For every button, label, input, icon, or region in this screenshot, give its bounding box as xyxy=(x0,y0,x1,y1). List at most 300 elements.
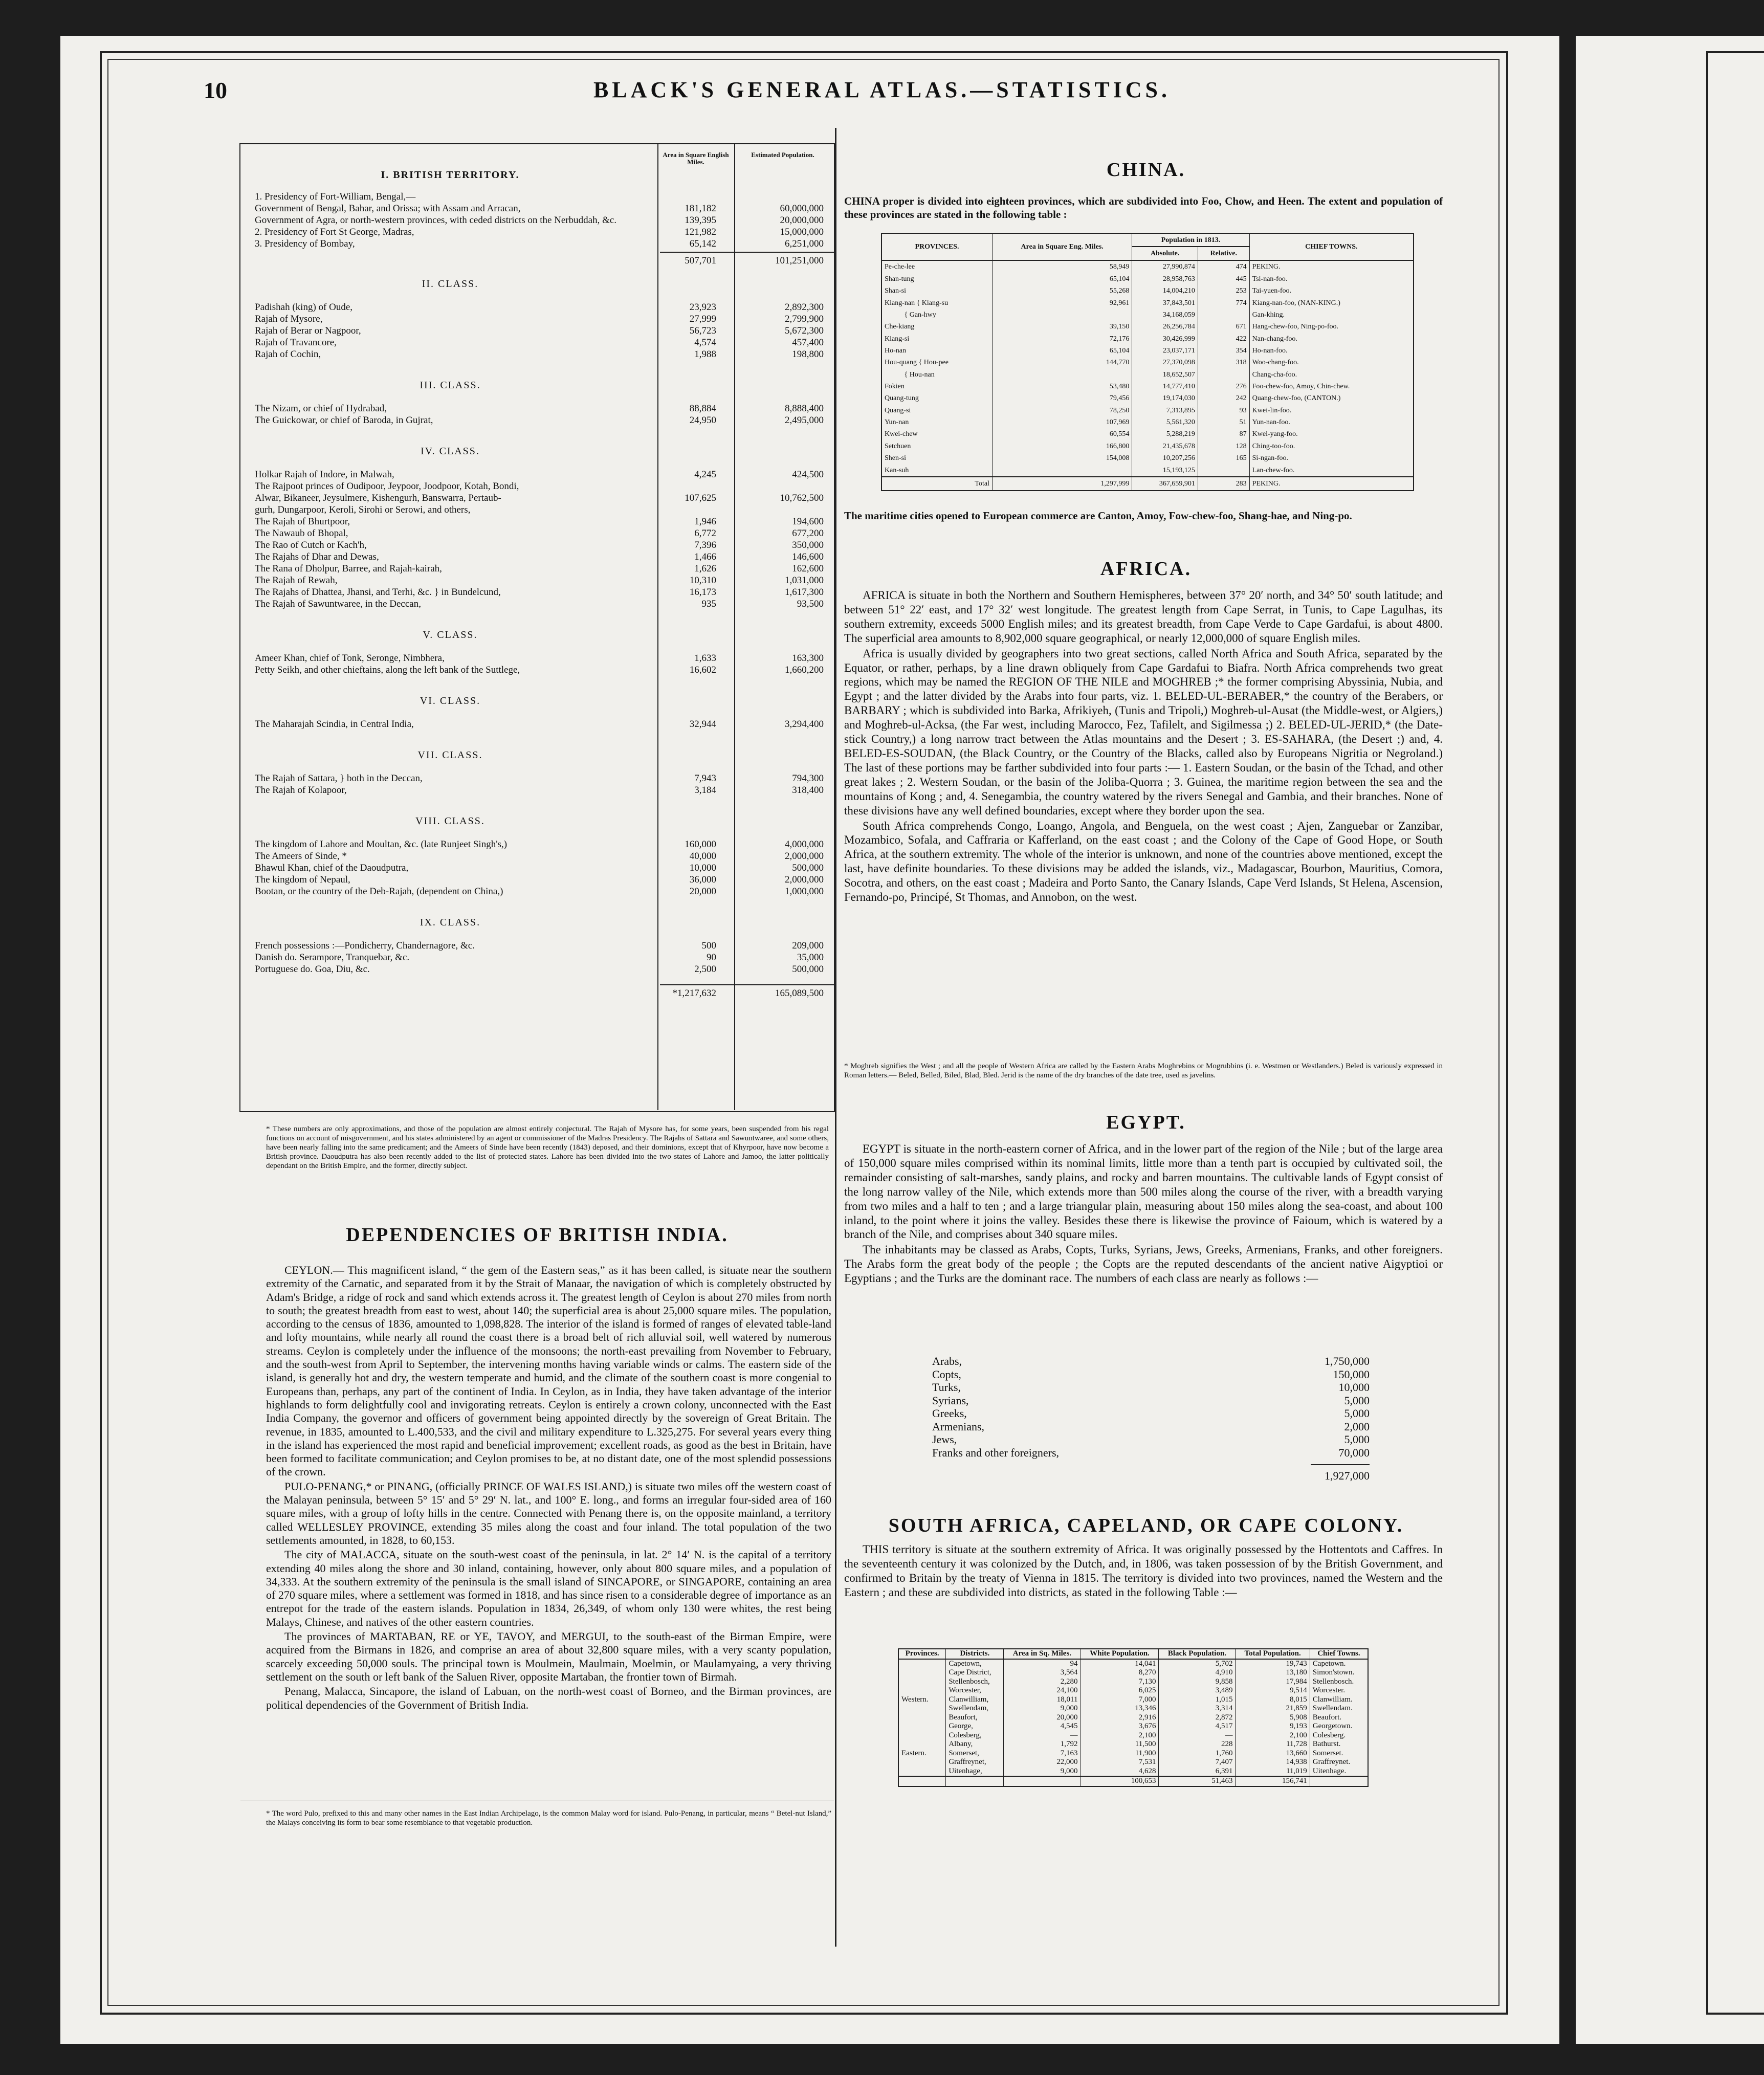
india-row xyxy=(240,301,834,313)
china-cell-province: Shan-tung xyxy=(881,273,992,285)
china-cell-relative: 774 xyxy=(1198,297,1249,309)
egy-paragraph: The inhabitants may be classed as Arabs, Copts, Turks, Syrians, Jews, Greeks, Armenians, Franks, and other foreigners. The Arabs form the great body of the people ; the Copts are the reputed descendants of the ancient native Aigyptioi or Egyptians ; and the Turks are the dominant race. The numbers of each class are nearly as follows :— xyxy=(844,1243,1443,1285)
china-cell-town: Lan-chew-foo. xyxy=(1249,464,1414,477)
sa-head: Black Population. xyxy=(1159,1649,1236,1659)
china-total-relative: 283 xyxy=(1198,477,1249,491)
india-row-pop: 15,000,000 xyxy=(780,227,824,237)
china-cell-relative: 242 xyxy=(1198,392,1249,404)
china-cell-absolute: 14,777,410 xyxy=(1132,381,1198,392)
india-row xyxy=(240,575,834,586)
sa-cell-white: 6,025 xyxy=(1081,1686,1159,1695)
india-row xyxy=(240,480,834,492)
india-row-area: 90 xyxy=(707,952,716,963)
india-row xyxy=(240,784,834,796)
sa-row xyxy=(898,1668,1368,1677)
china-head-absolute: Absolute. xyxy=(1132,247,1198,260)
sa-cell-black: 9,858 xyxy=(1159,1677,1236,1687)
india-grand-total xyxy=(240,987,834,999)
india-row-area: 40,000 xyxy=(689,851,716,862)
sa-row xyxy=(898,1722,1368,1731)
india-row-pop: 794,300 xyxy=(792,773,824,784)
sa-cell-town: Georgetown. xyxy=(1310,1722,1368,1731)
china-cell-town: Nan-chang-foo. xyxy=(1249,333,1414,345)
sa-total-blank xyxy=(1004,1776,1081,1786)
sa-cell-district: Albany, xyxy=(946,1740,1004,1749)
china-cell-province: Setchuen xyxy=(881,440,992,452)
egypt-class-row xyxy=(932,1381,1370,1394)
china-total-town: PEKING. xyxy=(1249,477,1414,491)
india-row xyxy=(240,850,834,862)
india-row xyxy=(240,238,834,250)
sa-cell-province: Eastern. xyxy=(898,1749,946,1758)
egypt-class-row xyxy=(932,1394,1370,1407)
india-row-area: 6,772 xyxy=(694,528,716,539)
china-cell-absolute: 28,958,763 xyxy=(1132,273,1198,285)
egypt-class-value: 70,000 xyxy=(1338,1446,1370,1459)
china-cell-province: Shan-si xyxy=(881,285,992,297)
china-cell-town: Tai-yuen-foo. xyxy=(1249,285,1414,297)
china-cell-province: Pe-che-lee xyxy=(881,260,992,273)
india-row-area: 1,466 xyxy=(694,551,716,562)
egypt-total: 1,927,000 xyxy=(1325,1469,1370,1482)
china-cell-area: 144,770 xyxy=(992,357,1132,368)
china-cell-town: Chang-cha-foo. xyxy=(1249,369,1414,381)
china-cell-province: Fokien xyxy=(881,381,992,392)
india-grand-rule xyxy=(660,984,834,985)
sa-cell-town: Swellendam. xyxy=(1310,1704,1368,1713)
china-row xyxy=(881,392,1414,404)
china-head-population: Population in 1813. xyxy=(1132,233,1249,247)
dep-paragraph: The provinces of MARTABAN, RE or YE, TAVOY, and MERGUI, to the south-east of the Birman Empire, were acquired from the Birmans in 1826, and comprise an area of about 32,800 square miles, with a very scanty population, scarcely exceeding 50,000 souls. The principal town is Moulmein, Maulmain, Moelmin, or Maulamyaing, a very thriving settlement on the south or left bank of the Saluen River, opposite Martaban, the frontier town of Birmah. xyxy=(266,1630,831,1683)
india-row-pop: 5,672,300 xyxy=(785,325,824,336)
india-class-title: VIII. CLASS. xyxy=(415,815,485,827)
india-row-area: 20,000 xyxy=(689,886,716,897)
sa-total-blank xyxy=(898,1776,946,1786)
sa-cell-province xyxy=(898,1767,946,1777)
sa-row xyxy=(898,1731,1368,1740)
china-cell-area: 92,961 xyxy=(992,297,1132,309)
china-cell-absolute: 18,652,507 xyxy=(1132,369,1198,381)
india-row-name: The Rajah of Sattara, } both in the Deccan, xyxy=(255,773,423,784)
india-row-name: The Ameers of Sinde, * xyxy=(255,851,347,862)
india-row-pop: 2,892,300 xyxy=(785,302,824,313)
sa-cell-province xyxy=(898,1740,946,1749)
south-africa-table xyxy=(898,1648,1369,1787)
china-cell-relative: 87 xyxy=(1198,428,1249,440)
india-row-area: 7,943 xyxy=(694,773,716,784)
china-cell-relative: 128 xyxy=(1198,440,1249,452)
china-cell-town: PEKING. xyxy=(1249,260,1414,273)
china-cell-area: 65,104 xyxy=(992,345,1132,357)
china-cell-town: Si-ngan-foo. xyxy=(1249,452,1414,464)
china-cell-absolute: 10,207,256 xyxy=(1132,452,1198,464)
india-row xyxy=(240,348,834,360)
china-cell-relative: 354 xyxy=(1198,345,1249,357)
egypt-class-name: Syrians, xyxy=(932,1394,969,1407)
sa-cell-area: 3,564 xyxy=(1004,1668,1081,1677)
egypt-class-name: Turks, xyxy=(932,1381,961,1394)
india-row-pop: 350,000 xyxy=(792,540,824,550)
sa-cell-province xyxy=(898,1677,946,1687)
india-col-area: Area in Square English Miles. xyxy=(663,151,729,166)
sa-total-total: 156,741 xyxy=(1236,1776,1310,1786)
sa-cell-white: 8,270 xyxy=(1081,1668,1159,1677)
china-head-provinces: PROVINCES. xyxy=(881,233,992,260)
china-cell-area: 60,554 xyxy=(992,428,1132,440)
china-cell-relative: 93 xyxy=(1198,405,1249,416)
china-cell-area: 154,008 xyxy=(992,452,1132,464)
india-class-title: IX. CLASS. xyxy=(420,917,481,928)
china-row xyxy=(881,440,1414,452)
afr-paragraph: South Africa comprehends Congo, Loango, Angola, and Benguela, on the west coast ; Ajen, Zanguebar or Zanzibar, Mozambico, Sofala, and Caffraria or Kafferland, on the east coast ; and the Colony of the Cape of Good Hope, or South Africa, at the southern extremity. The whole of the interior is unknown, and none of the countries above mentioned, except the last, have definite boundaries. To these divisions may be added the islands, viz., Madagascar, Bourbon, Mauritius, Comora, Socotra, and others, on the east coast ; Madeira and Porto Santo, the Canary Islands, Cape Verd Islands, St Helena, Ascension, Fernando-po, Principé, St Thomas, and Annobon, on the west. xyxy=(844,819,1443,904)
india-row-pop: 198,800 xyxy=(792,349,824,360)
china-cell-area xyxy=(992,309,1132,321)
sa-cell-town: Graffreynet. xyxy=(1310,1758,1368,1767)
india-row xyxy=(240,598,834,610)
india-row-name: gurh, Dungarpoor, Keroli, Sirohi or Serowi, and others, xyxy=(255,504,471,515)
india-row-name: The Rao of Cutch or Kach'h, xyxy=(255,540,367,550)
sa-cell-province: Western. xyxy=(898,1695,946,1705)
china-cell-relative: 165 xyxy=(1198,452,1249,464)
india-row-pop: 1,660,200 xyxy=(785,665,824,675)
sa-cell-district: Worcester, xyxy=(946,1686,1004,1695)
china-cell-town: Woo-chang-foo. xyxy=(1249,357,1414,368)
egypt-class-row xyxy=(932,1368,1370,1381)
india-row-pop: 500,000 xyxy=(792,863,824,873)
india-row-pop: 35,000 xyxy=(797,952,824,963)
china-cell-absolute: 30,426,999 xyxy=(1132,333,1198,345)
china-cell-absolute: 7,313,895 xyxy=(1132,405,1198,416)
sa-head: Provinces. xyxy=(898,1649,946,1659)
india-row-pop: 4,000,000 xyxy=(785,839,824,850)
india-row-area: 27,999 xyxy=(689,314,716,324)
india-row-area: 2,500 xyxy=(694,964,716,975)
sa-cell-town: Clanwilliam. xyxy=(1310,1695,1368,1705)
egypt-class-name: Armenians, xyxy=(932,1420,985,1433)
india-row-area: 107,625 xyxy=(685,493,716,503)
india-row xyxy=(240,203,834,214)
egypt-class-value: 150,000 xyxy=(1333,1367,1370,1381)
sa-cell-area: 2,280 xyxy=(1004,1677,1081,1687)
egypt-class-value: 5,000 xyxy=(1344,1433,1370,1446)
sa-cell-white: 13,346 xyxy=(1081,1704,1159,1713)
china-cell-area: 58,949 xyxy=(992,260,1132,273)
india-row xyxy=(240,214,834,226)
china-cell-town: Kwei-yang-foo. xyxy=(1249,428,1414,440)
sa-cell-total: 21,859 xyxy=(1236,1704,1310,1713)
india-footnote: * These numbers are only approximations, and those of the population are almost entirely conjectural. The Rajah of Mysore has, for some years, been suspended from his regal functions on account of misgovernment, and his states administered by an agent or commissioner of the Madras Presidency. The Rajahs of Sattara and Sawuntwaree, and some others, have been nearly falling into the same predicament; and the Ameers of Sinde have been recently (1843) deposed, and their dominions, except that of Khyrpoor, have now become a British province. Daoudputra has also been recently added to the list of protected states. Lahore has been divided into the two states of Lahore and Jamoo, the latter politically dependant on the British Empire, and the former, directly subject. xyxy=(266,1125,829,1170)
india-row-area: 1,946 xyxy=(694,516,716,527)
sa-row xyxy=(898,1686,1368,1695)
india-row-pop: 194,600 xyxy=(792,516,824,527)
egypt-class-name: Copts, xyxy=(932,1367,961,1381)
china-cell-town: Kiang-nan-foo, (NAN-KING.) xyxy=(1249,297,1414,309)
sa-cell-black: 4,517 xyxy=(1159,1722,1236,1731)
china-cell-absolute: 21,435,678 xyxy=(1132,440,1198,452)
sa-total-black: 51,463 xyxy=(1159,1776,1236,1786)
china-row xyxy=(881,452,1414,464)
india-row xyxy=(240,940,834,952)
india-row-name: Holkar Rajah of Indore, in Malwah, xyxy=(255,469,394,480)
next-page-frame xyxy=(1706,51,1764,2015)
china-cell-absolute: 19,174,030 xyxy=(1132,392,1198,404)
india-row-name: The Rajah of Rewah, xyxy=(255,575,338,586)
india-row-area: 139,395 xyxy=(685,215,716,226)
china-total-area: 1,297,999 xyxy=(992,477,1132,491)
china-row xyxy=(881,285,1414,297)
sa-cell-white: 7,000 xyxy=(1081,1695,1159,1705)
india-row xyxy=(240,337,834,348)
india-row-name: The Rajahs of Dhar and Dewas, xyxy=(255,551,379,562)
sa-cell-area: — xyxy=(1004,1731,1081,1740)
sa-cell-black: 3,314 xyxy=(1159,1704,1236,1713)
china-row xyxy=(881,333,1414,345)
india-row-pop: 93,500 xyxy=(797,599,824,609)
china-cell-absolute: 23,037,171 xyxy=(1132,345,1198,357)
china-head-towns: CHIEF TOWNS. xyxy=(1249,233,1414,260)
sa-cell-district: Colesberg, xyxy=(946,1731,1004,1740)
dependencies-text xyxy=(266,1264,831,1713)
china-cell-relative: 276 xyxy=(1198,381,1249,392)
egypt-text xyxy=(844,1142,1443,1287)
sa-cell-total: 9,514 xyxy=(1236,1686,1310,1695)
sa-cell-white: 11,900 xyxy=(1081,1749,1159,1758)
india-row-pop: 2,000,000 xyxy=(785,851,824,862)
india-row-pop: 2,495,000 xyxy=(785,415,824,426)
africa-footnote: * Moghreb signifies the West ; and all the people of Western Africa are called by the Eastern Arabs Moghrebins or Mogrubbins (i. e. Westmen or Westlanders.) Beled is variously expressed in Roman letters.— Beled, Belled, Biled, Blad, Bled. Jerid is the name of the dry branches of the date tree, used as javelins. xyxy=(844,1062,1443,1079)
sa-cell-total: 19,743 xyxy=(1236,1659,1310,1669)
india-row xyxy=(240,952,834,963)
china-row xyxy=(881,357,1414,368)
india-row-pop: 1,031,000 xyxy=(785,575,824,586)
china-row xyxy=(881,369,1414,381)
india-row-name: The kingdom of Lahore and Moultan, &c. (late Runjeet Singh's,) xyxy=(255,839,508,850)
india-row xyxy=(240,874,834,886)
china-cell-province: Quang-tung xyxy=(881,392,992,404)
sa-cell-town: Somerset. xyxy=(1310,1749,1368,1758)
china-row xyxy=(881,297,1414,309)
sa-row xyxy=(898,1704,1368,1713)
sa-cell-total: 11,728 xyxy=(1236,1740,1310,1749)
sa-cell-area: 7,163 xyxy=(1004,1749,1081,1758)
sa-cell-white: 7,531 xyxy=(1081,1758,1159,1767)
china-cell-absolute: 5,288,219 xyxy=(1132,428,1198,440)
india-row-pop: 677,200 xyxy=(792,528,824,539)
egypt-classes xyxy=(932,1355,1370,1483)
india-row-name: The Rajah of Bhurtpoor, xyxy=(255,516,350,527)
india-row-pop: 1,000,000 xyxy=(785,886,824,897)
egypt-class-value: 10,000 xyxy=(1338,1381,1370,1394)
china-cell-province: Kwei-chew xyxy=(881,428,992,440)
sa-cell-white: 14,041 xyxy=(1081,1659,1159,1669)
india-row-name: The Nawaub of Bhopal, xyxy=(255,528,348,539)
sa-cell-white: 11,500 xyxy=(1081,1740,1159,1749)
india-row-area: 500 xyxy=(701,940,716,951)
india-row xyxy=(240,718,834,730)
india-row xyxy=(240,527,834,539)
india-class-title: IV. CLASS. xyxy=(421,446,480,457)
china-cell-relative: 474 xyxy=(1198,260,1249,273)
india-row-area: 10,000 xyxy=(689,863,716,873)
south-africa-intro-text: THIS territory is situate at the southern extremity of Africa. It was originally possessed by the Hottentots and Caffres. In the seventeenth century it was colonized by the Dutch, and, in 1806, was taken possession of by the British Government, and confirmed to Britain by the treaty of Vienna in 1815. The territory is divided into two provinces, named the Western and the Eastern ; and these are subdivided into districts, as stated in the following Table :— xyxy=(844,1543,1443,1599)
india-row-pop: 2,000,000 xyxy=(785,874,824,885)
india-row-name: The Rajpoot princes of Oudipoor, Jeypoor, Joodpoor, Kotah, Bondi, xyxy=(255,481,519,492)
india-row xyxy=(240,862,834,874)
india-row xyxy=(240,664,834,676)
china-cell-area: 166,800 xyxy=(992,440,1132,452)
sa-cell-town: Colesberg. xyxy=(1310,1731,1368,1740)
india-row-name: Government of Bengal, Bahar, and Orissa; with Assam and Arracan, xyxy=(255,203,521,214)
sa-row xyxy=(898,1677,1368,1687)
china-total-row xyxy=(881,477,1414,491)
india-row-name: The Maharajah Scindia, in Central India, xyxy=(255,719,414,730)
india-class-title: VII. CLASS. xyxy=(417,749,483,761)
afr-paragraph: AFRICA is situate in both the Northern and Southern Hemispheres, between 37° 20′ north, and 34° 50′ south latitude; and between 51° 22′ east, and 17° 32′ west longitude. The greatest length from Cape Serrat, in Tunis, to Cape Lagulhas, its southern extremity, exceeds 5000 English miles; and its greatest breadth, from Cape Verde to Cape Gardafui, is about 4800. The superficial area amounts to 8,902,000 square geographical, or nearly 12,000,000 of square English miles. xyxy=(844,589,1443,645)
china-cell-absolute: 34,168,059 xyxy=(1132,309,1198,321)
india-row-area: 935 xyxy=(701,599,716,609)
india-row-name: The Rajah of Sawuntwaree, in the Deccan, xyxy=(255,599,421,609)
china-row xyxy=(881,273,1414,285)
sa-cell-area: 94 xyxy=(1004,1659,1081,1669)
sa-cell-area: 20,000 xyxy=(1004,1713,1081,1723)
china-cell-province: { Gan-hwy xyxy=(881,309,992,321)
india-total-row xyxy=(240,255,834,267)
sa-cell-total: 9,193 xyxy=(1236,1722,1310,1731)
china-row xyxy=(881,405,1414,416)
india-row-pop: 162,600 xyxy=(792,563,824,574)
sa-cell-black: 3,489 xyxy=(1159,1686,1236,1695)
sa-cell-black: — xyxy=(1159,1731,1236,1740)
china-cell-relative xyxy=(1198,369,1249,381)
china-cell-relative xyxy=(1198,464,1249,477)
india-row xyxy=(240,313,834,325)
china-cell-area: 55,268 xyxy=(992,285,1132,297)
egy-paragraph: EGYPT is situate in the north-eastern corner of Africa, and in the lower part of the region of the Nile ; but of the large area of 150,000 square miles comprised within its nominal limits, little more than a tenth part is occupied by cultivated soil, the remainder consisting of salt-marshes, sandy plains, and rocky and barren mountains. The cultivable lands of Egypt consist of the long narrow valley of the Nile, which extends more than 500 miles along the course of the river, with a breadth varying from two miles and a half to ten ; and a large triangular plain, measuring about 150 miles along the sea-coast, and about 100 inland, to the point where it joins the valley. Besides these there is likewise the province of Faioum, which is watered by a branch of the Nile, and comprises about 340 square miles. xyxy=(844,1142,1443,1241)
sa-cell-black: 1,760 xyxy=(1159,1749,1236,1758)
sa-cell-black: 5,702 xyxy=(1159,1659,1236,1669)
egypt-class-name: Arabs, xyxy=(932,1355,962,1367)
egypt-class-value: 5,000 xyxy=(1344,1407,1370,1420)
india-row-name: Ameer Khan, chief of Tonk, Seronge, Nimbhera, xyxy=(255,653,445,664)
sa-row xyxy=(898,1659,1368,1669)
sa-cell-province xyxy=(898,1704,946,1713)
sa-cell-province xyxy=(898,1722,946,1731)
sa-head: Area in Sq. Miles. xyxy=(1004,1649,1081,1659)
china-cell-town: Foo-chew-foo, Amoy, Chin-chew. xyxy=(1249,381,1414,392)
india-row-name: Danish do. Serampore, Tranquebar, &c. xyxy=(255,952,410,963)
egypt-class-row xyxy=(932,1407,1370,1420)
sa-cell-total: 11,019 xyxy=(1236,1767,1310,1777)
india-row xyxy=(240,414,834,426)
sa-cell-town: Uitenhage. xyxy=(1310,1767,1368,1777)
china-cell-province: { Hou-nan xyxy=(881,369,992,381)
dep-paragraph: The city of MALACCA, situate on the south-west coast of the peninsula, in lat. 2° 14′ N. is the capital of a territory extending 40 miles along the shore and 30 inland, containing, however, only about 800 square miles, and a population of 34,333. At the southern extremity of the peninsula is the small island of SINCAPORE, or SINGAPORE, containing an area of 270 square miles, where a settlement was formed in 1818, and has since risen to a considerable degree of importance as an entrepot for the trade of the eastern islands. Population in 1834, 26,349, of whom only 130 were whites, the rest being Malays, Chinese, and natives of the other eastern countries. xyxy=(266,1548,831,1628)
sa-cell-town: Simon'stown. xyxy=(1310,1668,1368,1677)
india-row-area: 88,884 xyxy=(689,403,716,414)
south-africa-intro xyxy=(844,1542,1443,1601)
india-row xyxy=(240,516,834,527)
china-cell-province: Kiang-nan { Kiang-su xyxy=(881,297,992,309)
sa-cell-town: Beaufort. xyxy=(1310,1713,1368,1723)
india-row-area: 181,182 xyxy=(685,203,716,214)
sa-cell-district: Swellendam, xyxy=(946,1704,1004,1713)
india-row-pop: 3,294,400 xyxy=(785,719,824,730)
china-cell-town: Gan-khing. xyxy=(1249,309,1414,321)
india-row-name: Government of Agra, or north-western provinces, with ceded districts on the Nerbuddah, &c. xyxy=(255,215,617,226)
sa-row xyxy=(898,1758,1368,1767)
china-cell-area: 107,969 xyxy=(992,416,1132,428)
china-note: The maritime cities opened to European commerce are Canton, Amoy, Fow-chew-foo, Shang-hae, and Ning-po. xyxy=(844,510,1352,522)
india-row-name: French possessions :—Pondicherry, Chandernagore, &c. xyxy=(255,940,475,951)
dep-paragraph: CEYLON.— This magnificent island, “ the gem of the Eastern seas,” as it has been called, is situate near the southern extremity of the Carnatic, and separated from it by the Strait of Manaar, the navigation of which is completely obstructed by Adam's Bridge, a ridge of rock and sand which extends across it. The greatest length of Ceylon is about 270 miles from north to south; the greatest breadth from east to west, about 140; the superficial area is about 25,000 square miles. The population, according to the census of 1836, amounted to 1,098,828. The interior of the island is formed of ranges of elevated table-land and lofty mountains, while nearly all round the coast there is a broad belt of rich alluvial soil, well watered by numerous streams. Ceylon is completely under the influence of the monsoons; the north-east prevailing from November to February, and the south-west from April to September, the intervening months having variable winds or calms. The eastern side of the island, is generally hot and dry, the western temperate and humid, and the climate of the southern coast is more congenial to Europeans than, perhaps, any part of the continent of India. In Ceylon, as in India, they have taken advantage of the interior highlands to form delightfully cool and invigorating retreats. Ceylon is entirely a crown colony, unconnected with the East India Company, the governor and officers of government being appointed directly by the sovereign of Great Britain. The revenue, in 1835, amounted to L.400,533, and the civil and military expenditure to L.325,275. For several years every thing in the island has experienced the most rapid and beneficial improvement; excellent roads, as good as the best in Britain, have been formed to facilitate communication; and Ceylon promises to be, at no distant date, one of the most splendid possessions of the crown. xyxy=(266,1264,831,1478)
india-grand-pop: 165,089,500 xyxy=(775,988,824,999)
sa-cell-province xyxy=(898,1659,946,1669)
sa-cell-province xyxy=(898,1713,946,1723)
china-cell-province: Quang-si xyxy=(881,405,992,416)
india-row-area: 32,944 xyxy=(689,719,716,730)
china-total-absolute: 367,659,901 xyxy=(1132,477,1198,491)
sa-cell-district: Stellenbosch, xyxy=(946,1677,1004,1687)
india-row xyxy=(240,469,834,480)
india-row-name: The Rajahs of Dhattea, Jhansi, and Terhi, &c. } in Bundelcund, xyxy=(255,587,501,598)
india-row-name: Rajah of Cochin, xyxy=(255,349,321,360)
dependencies-footnote: * The word Pulo, prefixed to this and many other names in the East Indian Archipelago, is the common Malay word for island. Pulo-Penang, in particular, means “ Betel-nut Island,” the Malays conceiving its form to bear some resemblance to that vegetable production. xyxy=(266,1809,831,1827)
china-cell-town: Ho-nan-foo. xyxy=(1249,345,1414,357)
india-total-pop: 101,251,000 xyxy=(775,255,824,266)
india-row-area: 16,173 xyxy=(689,587,716,598)
china-cell-province: Kiang-si xyxy=(881,333,992,345)
india-row xyxy=(240,551,834,563)
india-total-area: 507,701 xyxy=(685,255,716,266)
south-africa-title: SOUTH AFRICA, CAPELAND, OR CAPE COLONY. xyxy=(888,1515,1404,1536)
china-cell-relative: 318 xyxy=(1198,357,1249,368)
china-cell-absolute: 5,561,320 xyxy=(1132,416,1198,428)
sa-cell-area: 22,000 xyxy=(1004,1758,1081,1767)
india-row-area: 10,310 xyxy=(689,575,716,586)
china-row xyxy=(881,428,1414,440)
sa-cell-total: 8,015 xyxy=(1236,1695,1310,1705)
india-row xyxy=(240,963,834,975)
sa-total-blank xyxy=(946,1776,1004,1786)
sa-cell-district: Clanwilliam, xyxy=(946,1695,1004,1705)
china-row xyxy=(881,381,1414,392)
india-row xyxy=(240,886,834,897)
sa-cell-total: 14,938 xyxy=(1236,1758,1310,1767)
egypt-class-name: Greeks, xyxy=(932,1407,967,1420)
india-row-pop: 8,888,400 xyxy=(785,403,824,414)
india-row-pop: 20,000,000 xyxy=(780,215,824,226)
sa-cell-province xyxy=(898,1668,946,1677)
india-class-title: V. CLASS. xyxy=(423,629,478,641)
sa-cell-town: Capetown. xyxy=(1310,1659,1368,1669)
india-col-pop: Estimated Population. xyxy=(751,151,814,159)
china-cell-town: Kwei-lin-foo. xyxy=(1249,405,1414,416)
afr-paragraph: Africa is usually divided by geographers into two great sections, called North Africa and South Africa, separated by the Equator, or rather, perhaps, by a line drawn obliquely from Cape Gardafui to Biafra. North Africa comprehends two great regions, which may be named the REGION OF THE NILE and MOGHREB ;* the former comprising Abyssinia, Nubia, and Egypt ; and the latter divided by the Arabs into four parts, viz. 1. BELED-UL-BERABER,* the country of the Berabers, or BARBARY ; which is subdivided into Barka, Afrikiyeh, (Tunis and Tripoli,) Moghreb-ul-Ausat (the Middle-west, or Algiers,) and Moghreb-ul-Acksa, (the Far west, including Marocco, Fez, Tafilelt, and Sigilmessa ;) 2. BELED-UL-JERID,* (the Date-stick Country,) a long narrow tract between the Atlas mountains and the Desert ; 3. ES-SAHARA, (the Desert ;) and, 4. BELED-ES-SOUDAN, (the Black Country, or the Country of the Blacks, called also by Europeans Nigritia or Negroland.) The last of these portions may be farther subdivided into four parts :— 1. Eastern Soudan, or the basin of the Tchad, and other great lakes ; 2. Western Soudan, or the basin of the Joliba-Quorra ; 3. Guinea, the maritime region between the sea and the mountains of Kong ; and, 4. Senegambia, the country watered by the rivers Senegal and Gambia, and their branches. None of these divisions have any well defined boundaries, except where they border upon the sea. xyxy=(844,647,1443,817)
india-row-name: 2. Presidency of Fort St George, Madras, xyxy=(255,227,414,237)
india-row-name: Rajah of Berar or Nagpoor, xyxy=(255,325,361,336)
sa-cell-white: 2,916 xyxy=(1081,1713,1159,1723)
india-row-area: 56,723 xyxy=(689,325,716,336)
sa-row xyxy=(898,1767,1368,1777)
china-head-area: Area in Square Eng. Miles. xyxy=(992,233,1132,260)
india-row-area: 7,396 xyxy=(694,540,716,550)
sa-cell-area: 9,000 xyxy=(1004,1767,1081,1777)
china-cell-province: Yun-nan xyxy=(881,416,992,428)
africa-text xyxy=(844,588,1443,906)
india-total-rule xyxy=(660,252,834,253)
china-total-label: Total xyxy=(881,477,992,491)
sa-cell-province xyxy=(898,1731,946,1740)
